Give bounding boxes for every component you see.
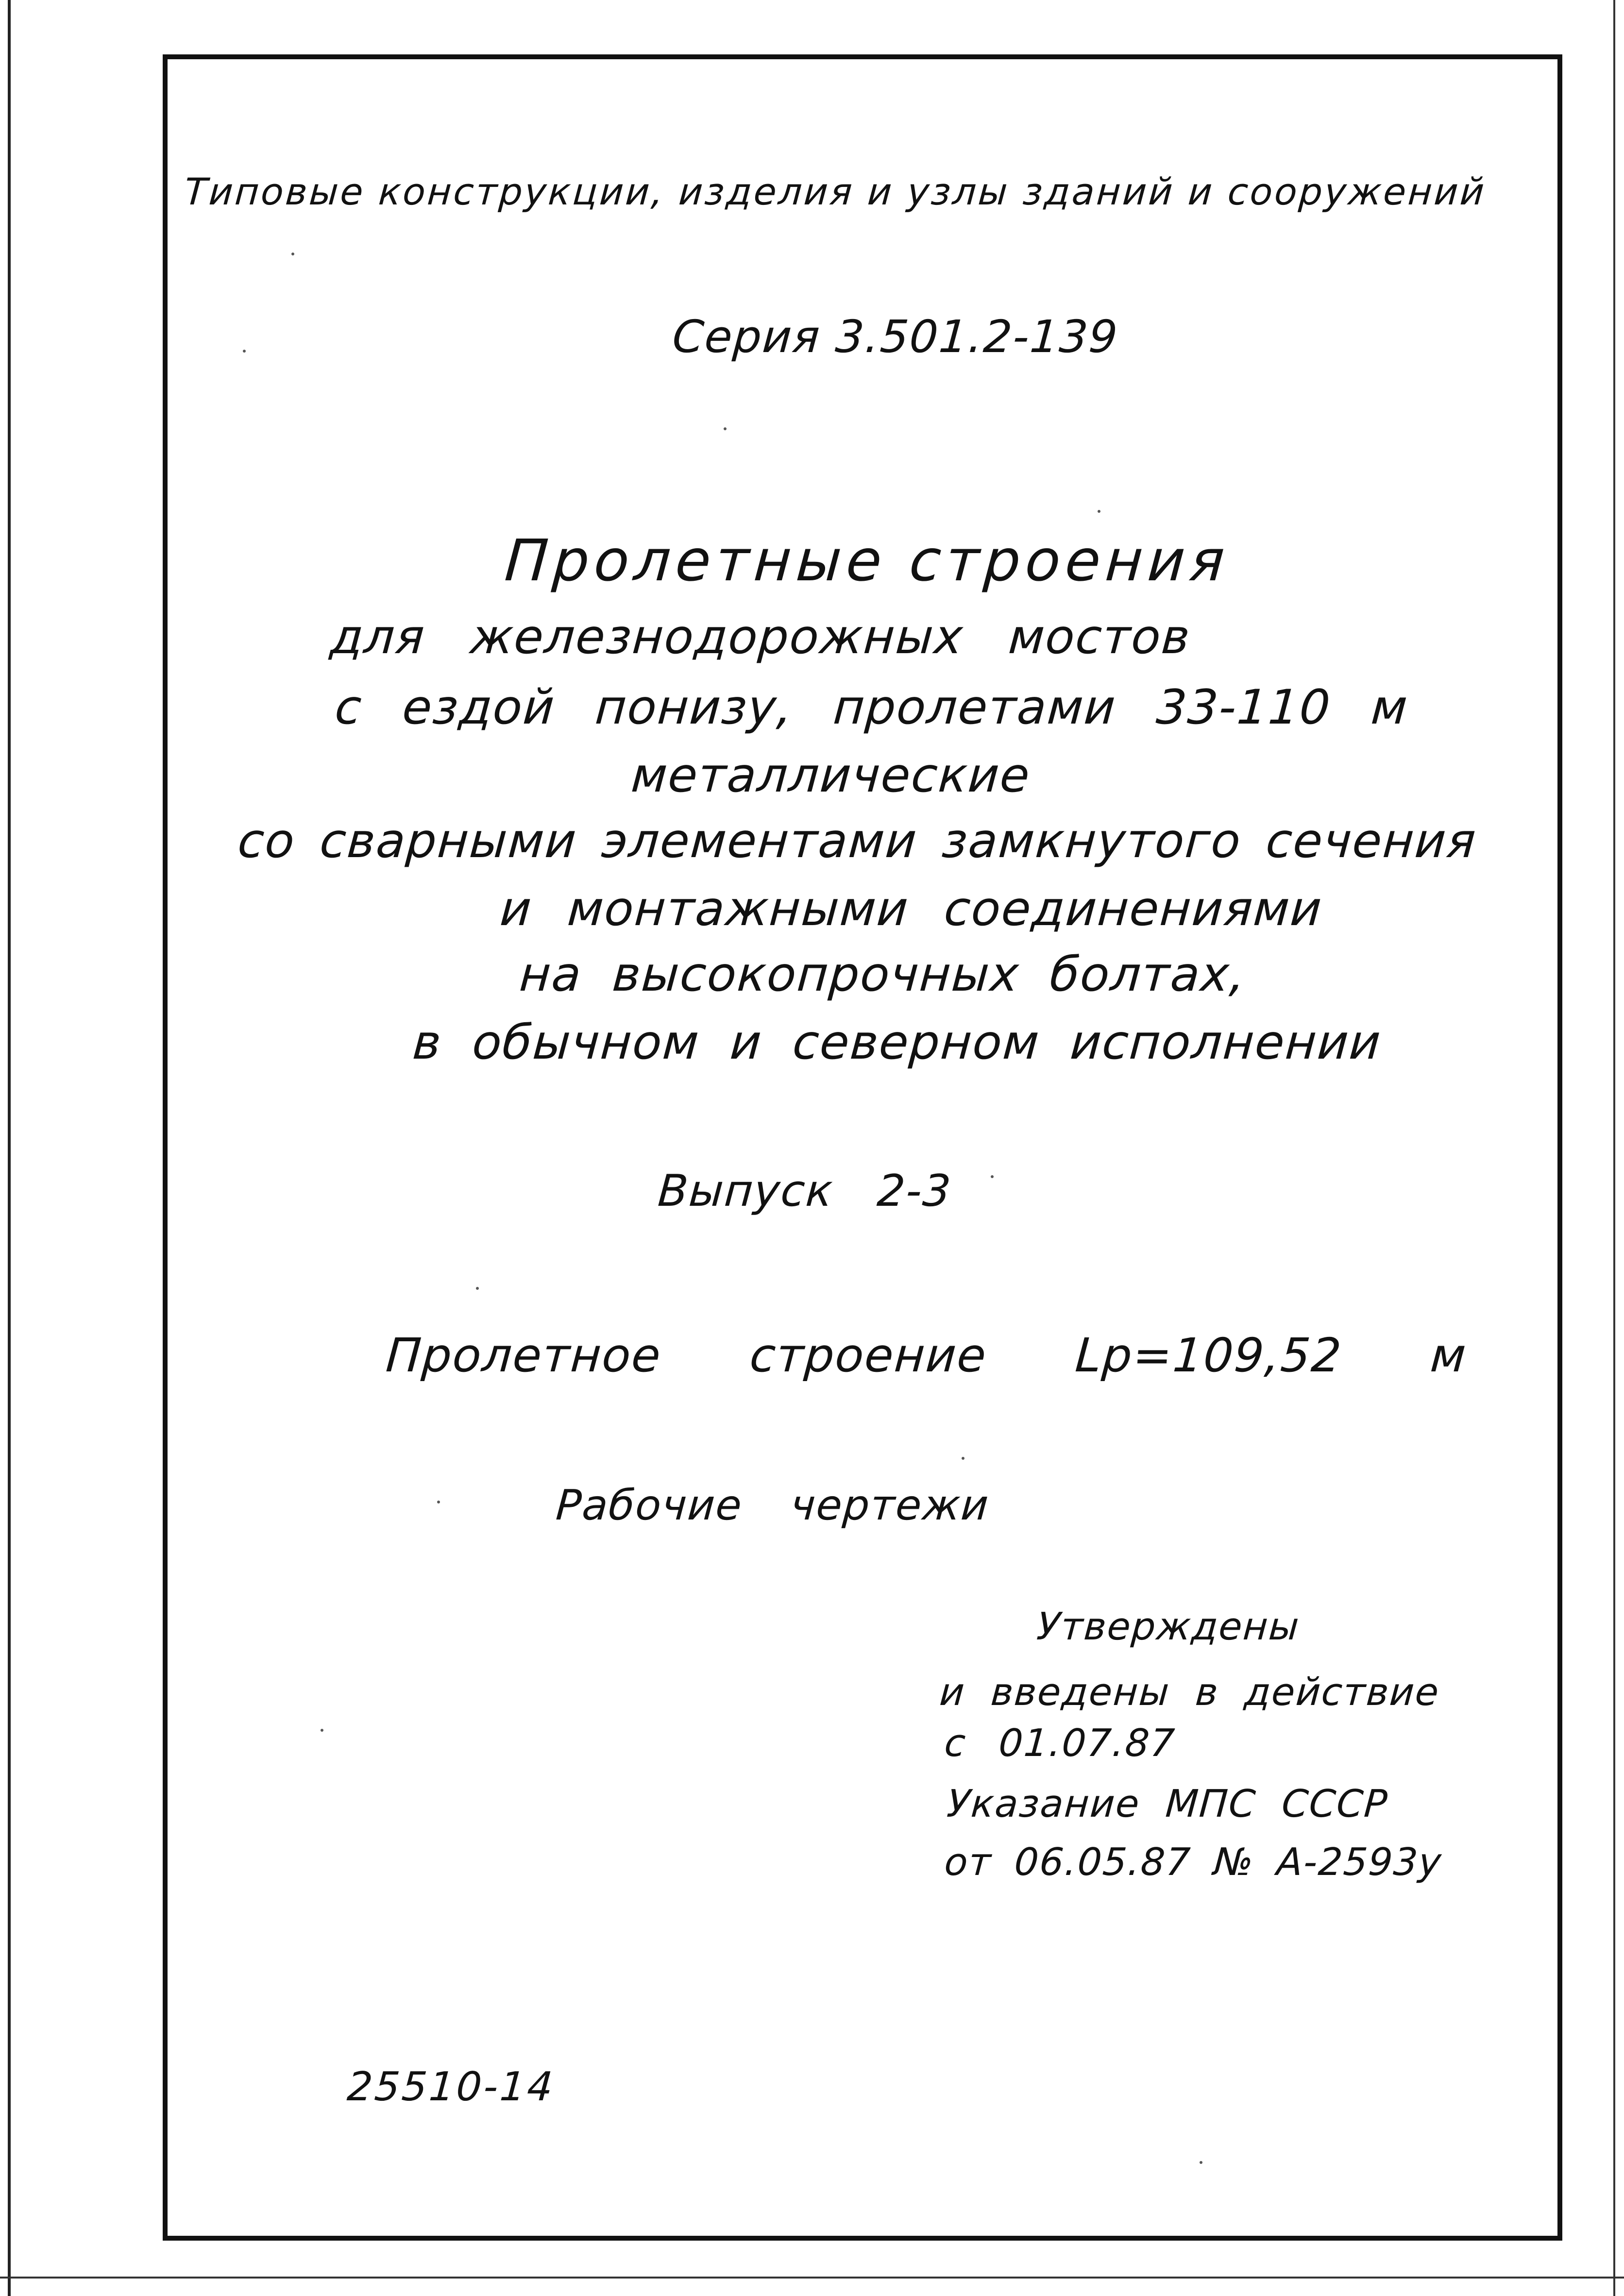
description-line: и монтажными соединениями <box>498 881 1324 937</box>
description-line: в обычном и северном исполнении <box>411 1015 1384 1070</box>
scan-speck <box>321 1729 323 1732</box>
scan-speck <box>962 1457 964 1460</box>
span-structure-label: Пролетное строение Lр=109,52 м <box>384 1328 1469 1383</box>
series-number: Серия 3.501.2-139 <box>671 311 1120 363</box>
description-line: для железнодорожных мостов <box>328 609 1193 665</box>
scan-speck <box>476 1287 479 1290</box>
sheet-edge-left <box>8 0 11 2296</box>
description-line: на высокопрочных болтах, <box>518 947 1248 1002</box>
document-title: Пролетные строения <box>503 527 1232 594</box>
approval-reference: от 06.05.87 № А-2593у <box>943 1840 1444 1884</box>
description-line: со сварными элементами замкнутого сечения <box>236 813 1479 869</box>
scan-speck <box>243 350 246 353</box>
description-line: металлические <box>629 748 1032 803</box>
approval-line: и введены в действие <box>938 1671 1441 1714</box>
description-line: с ездой понизу, пролетами 33-110 м <box>333 680 1410 735</box>
scan-speck <box>291 253 294 255</box>
scan-speck <box>724 427 727 430</box>
scan-speck <box>1200 2161 1202 2164</box>
approval-date: с 01.07.87 <box>943 1722 1177 1765</box>
sheet-edge-bottom <box>0 2277 1624 2279</box>
catalog-header: Типовые конструкции, изделия и узлы зданий и сооружений <box>183 170 1488 213</box>
drawing-frame <box>163 54 1562 2241</box>
approval-line: Утверждены <box>1035 1605 1302 1649</box>
scan-speck <box>991 1175 994 1178</box>
inventory-number: 25510-14 <box>345 2064 557 2110</box>
issue-number: Выпуск 2-3 <box>656 1165 954 1216</box>
scan-speck <box>1098 510 1100 513</box>
approval-authority: Указание МПС СССР <box>945 1782 1389 1826</box>
sheet-edge-right <box>1613 0 1615 2296</box>
working-drawings-label: Рабочие чертежи <box>554 1481 991 1530</box>
scan-speck <box>437 1501 440 1503</box>
